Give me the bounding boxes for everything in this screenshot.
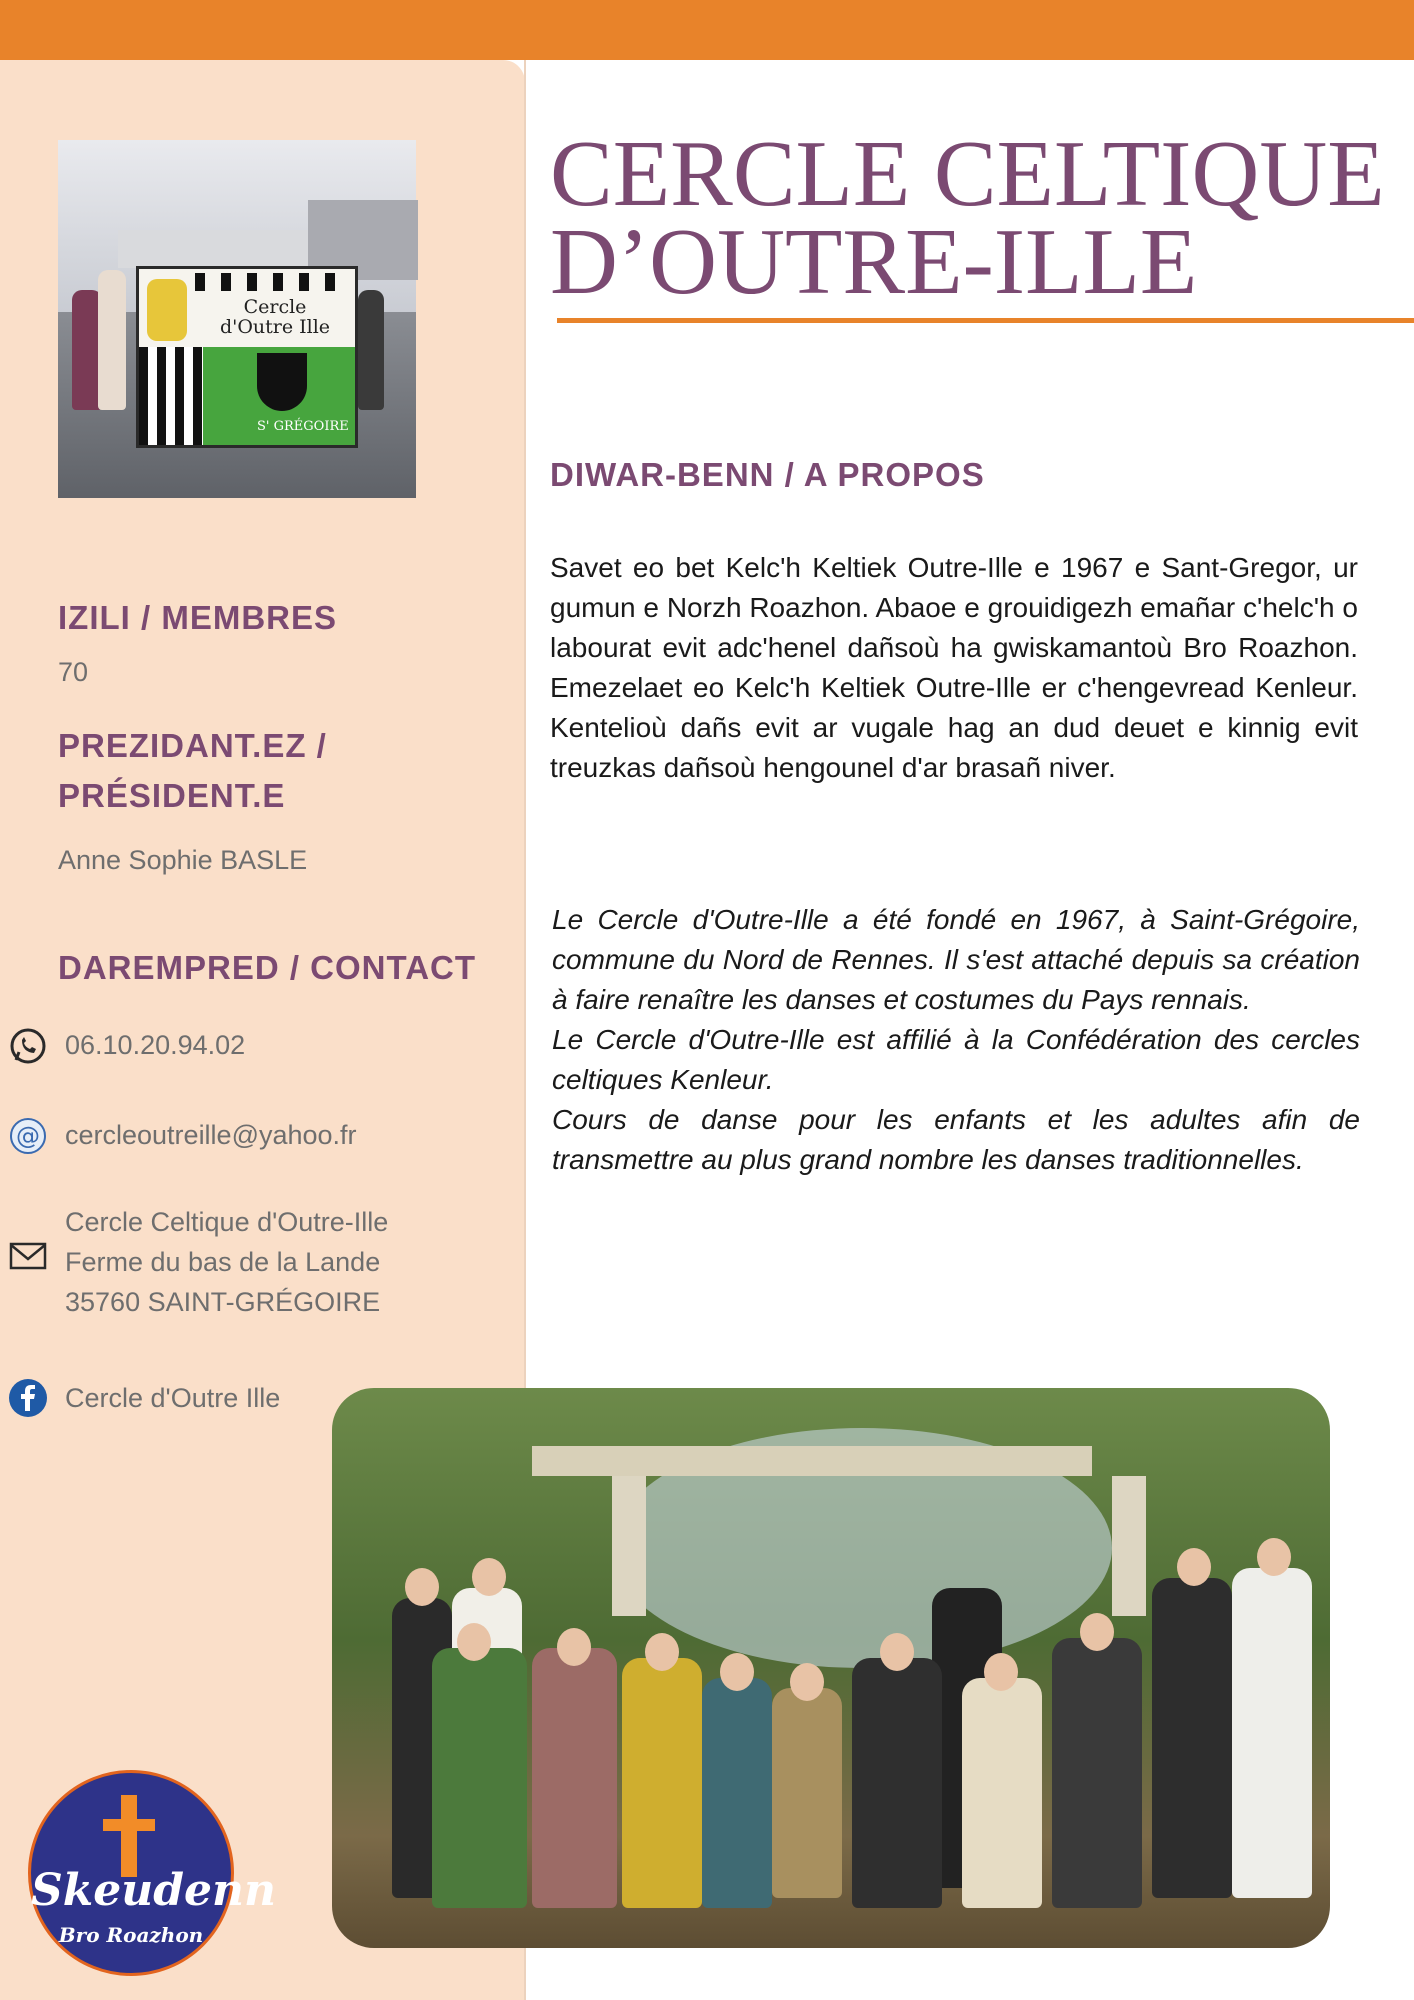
- page-title: [550, 122, 1410, 314]
- logo-text-main: Skeudenn: [31, 1865, 276, 1916]
- about-french-p3: Cours de danse pour les enfants et les adultes afin de transmettre au plus grand nombre les danses traditionnelles.: [552, 1104, 1360, 1175]
- phone-number[interactable]: 06.10.20.94.02: [65, 1030, 246, 1060]
- title-line1: CERCLE CELTIQUE: [550, 122, 1385, 226]
- title-line2: D’OUTRE-ILLE: [550, 210, 1198, 314]
- address-line3: 35760 SAINT-GRÉGOIRE: [65, 1287, 381, 1317]
- email-link[interactable]: cercleoutreille@yahoo.fr: [65, 1120, 357, 1150]
- about-french-text: [552, 900, 1360, 1180]
- about-french-p2: Le Cercle d'Outre-Ille est affilié à la Confédération des cercles celtiques Kenleur.: [552, 1024, 1360, 1095]
- banner-text: Cercle d'Outre Ille: [219, 296, 331, 338]
- whatsapp-icon: [8, 1026, 48, 1066]
- skeudenn-logo: [28, 1770, 276, 1976]
- address-line1: Cercle Celtique d'Outre-Ille: [65, 1207, 389, 1237]
- banner-photo: [58, 140, 416, 498]
- about-french-p1: Le Cercle d'Outre-Ille a été fondé en 1967, à Saint-Grégoire, commune du Nord de Rennes. Il s'est attaché depuis sa création à faire renaître les danses et costumes du Pays rennais.: [552, 904, 1360, 1015]
- contact-heading: DAREMPRED / CONTACT: [58, 949, 477, 986]
- address-line2: Ferme du bas de la Lande: [65, 1247, 381, 1277]
- president-heading-line2: PRÉSIDENT.E: [58, 777, 286, 814]
- at-sign-icon: [8, 1116, 48, 1156]
- celtic-circle-banner: [136, 266, 358, 448]
- members-count: 70: [58, 657, 89, 687]
- top-accent-bar: [0, 0, 1414, 60]
- banner-subtext: S' GRÉGOIRE: [257, 419, 349, 434]
- president-name: Anne Sophie BASLE: [58, 845, 308, 875]
- about-heading: DIWAR-BENN / A PROPOS: [550, 456, 985, 493]
- envelope-icon: [8, 1236, 48, 1276]
- group-photo: [332, 1388, 1330, 1948]
- members-heading: IZILI / MEMBRES: [58, 599, 337, 636]
- logo-text-sub: Bro Roazhon: [58, 1923, 204, 1947]
- svg-text:@: @: [16, 1122, 40, 1150]
- facebook-icon[interactable]: [8, 1378, 48, 1418]
- president-heading-line1: PREZIDANT.EZ /: [58, 727, 327, 764]
- facebook-link[interactable]: Cercle d'Outre Ille: [65, 1383, 281, 1413]
- title-underline: [557, 318, 1414, 323]
- about-breton-text: Savet eo bet Kelc'h Keltiek Outre-Ille e 1967 e Sant-Gregor, ur gumun e Norzh Roazhon. Abaoe e grouidigezh emañar c'helc'h o labourat evit adc'henel dañsoù ha gwiskamantoù Bro Roazhon. Emezelaet eo Kelc'h Keltiek Outre-Ille er c'hengevread Kenleur. Kentelioù dañs evit ar vugale hag an dud deuet e kinnig evit treuzkas dañsoù hengounel d'ar brasañ niver.: [550, 552, 1358, 783]
